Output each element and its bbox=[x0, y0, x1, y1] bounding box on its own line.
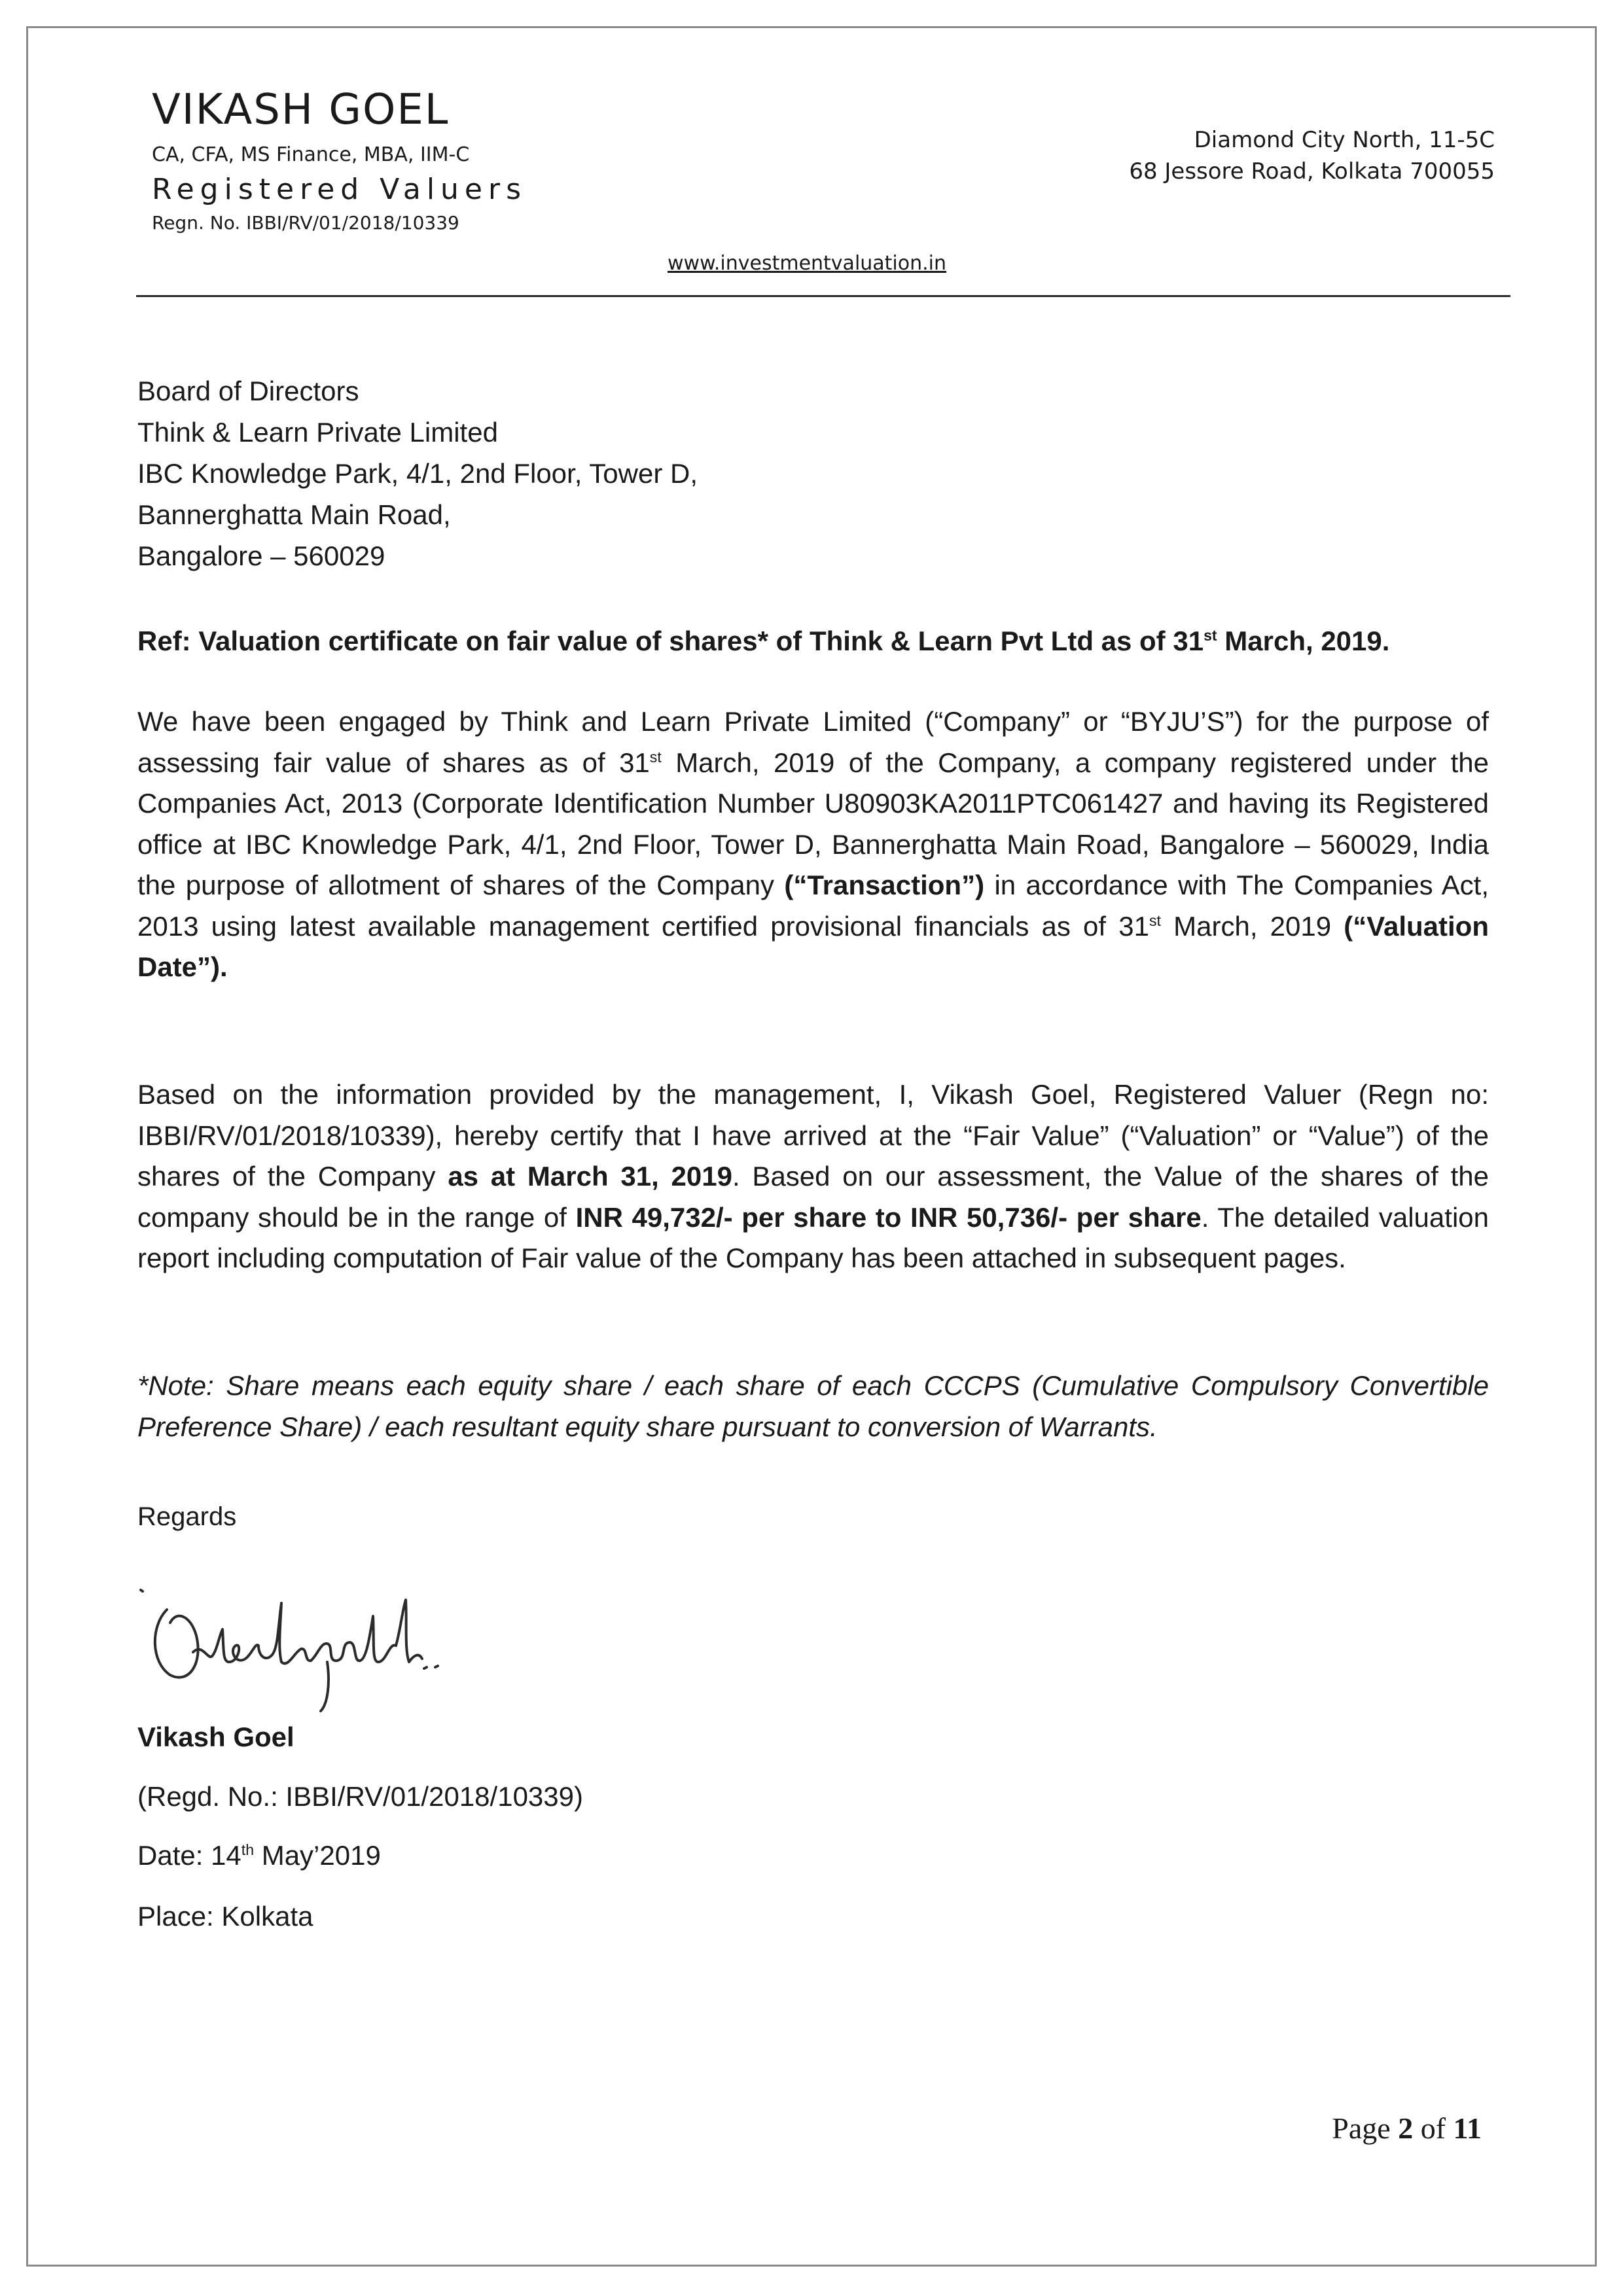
addressee-line-3: IBC Knowledge Park, 4/1, 2nd Floor, Tower D, bbox=[137, 458, 698, 489]
addressee-line-1: Board of Directors bbox=[137, 376, 359, 406]
letterhead-divider bbox=[136, 295, 1510, 297]
p2-bold-date: as at March 31, 2019 bbox=[448, 1161, 732, 1192]
website-link[interactable]: www.investmentvaluation.in bbox=[668, 252, 947, 275]
p2-text-1: Based on the information provided by the management, I, Vikash Goel, Registered Valuer (Regn no: IBBI/RV/01/2018/10339), hereby certify that I have arrived at the “Fair Value” (“Valuation” or “Value”) of the shares of the Company bbox=[137, 1079, 1489, 1192]
signatory-registration: (Regd. No.: IBBI/RV/01/2018/10339) bbox=[137, 1781, 583, 1812]
letterhead-title: Registered Valuers bbox=[152, 173, 527, 206]
regards-text: Regards bbox=[137, 1502, 237, 1531]
share-note: *Note: Share means each equity share / each share of each CCCPS (Cumulative Compulsory Convertible Preference Share) / each resultant equity share pursuant to conversion of Warrants. bbox=[137, 1370, 1489, 1442]
reference-text: Ref: Valuation certificate on fair value of shares* of Think & Learn Pvt Ltd as of 31 bbox=[137, 626, 1204, 656]
reference-suffix: March, 2019. bbox=[1217, 626, 1390, 656]
date-prefix: Date: 14 bbox=[137, 1840, 241, 1871]
addressee-line-4: Bannerghatta Main Road, bbox=[137, 499, 451, 530]
p1-bold-transaction: (“Transaction”) bbox=[784, 870, 985, 900]
date-suffix: May’2019 bbox=[254, 1840, 381, 1871]
letter-place: Place: Kolkata bbox=[137, 1901, 313, 1932]
page-current: 2 bbox=[1398, 2111, 1414, 2145]
reference-line bbox=[137, 622, 1492, 661]
p1-sup-2: st bbox=[1149, 911, 1161, 929]
engagement-paragraph bbox=[137, 701, 1489, 988]
letterhead-name: VIKASH GOEL bbox=[152, 86, 450, 134]
address-line-1: Diamond City North, 11-5C bbox=[1194, 127, 1495, 153]
letterhead-registration: Regn. No. IBBI/RV/01/2018/10339 bbox=[152, 212, 459, 234]
page-number bbox=[1332, 2113, 1482, 2144]
page-word: Page bbox=[1332, 2111, 1399, 2145]
p2-text-2: . Based on our assessment, the Value of the shares of the company should be in the range of bbox=[137, 1161, 1489, 1233]
addressee-block bbox=[137, 370, 698, 576]
page-total: 11 bbox=[1453, 2111, 1482, 2145]
p1-text-2: March, 2019 of the Company, a company registered under the Companies Act, 2013 (Corporate Identification Number U80903KA2011PTC061427 and having its Registered office at IBC Knowledge Park, 4/1, 2nd Floor, Tower D, Bannerghatta Main Road, Bangalore – 560029, India the purpose of allotment of shares of the Company bbox=[137, 747, 1489, 900]
p1-text-1: We have been engaged by Think and Learn Private Limited (“Company” or “BYJU’S”) for the purpose of assessing fair value of shares as of 31 bbox=[137, 706, 1489, 778]
addressee-line-2: Think & Learn Private Limited bbox=[137, 417, 498, 448]
p2-bold-value-range: INR 49,732/- per share to INR 50,736/- per share bbox=[575, 1201, 1202, 1233]
p1-text-4: March, 2019 bbox=[1160, 910, 1344, 942]
letterhead-qualifications: CA, CFA, MS Finance, MBA, IIM-C bbox=[152, 143, 470, 166]
letter-date bbox=[137, 1842, 381, 1869]
signatory-name: Vikash Goel bbox=[137, 1722, 294, 1752]
signature-image bbox=[131, 1564, 471, 1714]
reference-sup: st bbox=[1204, 627, 1217, 644]
date-sup: th bbox=[241, 1841, 255, 1858]
p1-text-3: in accordance with The Companies Act, 2013 using latest available management certified provisional financials as of 31 bbox=[137, 870, 1489, 942]
letterhead-address bbox=[1129, 124, 1495, 187]
address-line-2: 68 Jessore Road, Kolkata 700055 bbox=[1129, 158, 1495, 185]
p1-bold-valuation-date: (“Valuation Date”). bbox=[137, 910, 1489, 982]
certification-paragraph bbox=[137, 1074, 1489, 1279]
p1-sup-1: st bbox=[649, 748, 662, 766]
addressee-line-5: Bangalore – 560029 bbox=[137, 540, 385, 571]
page-of: of bbox=[1413, 2111, 1454, 2145]
p2-text-3: . The detailed valuation report including computation of Fair value of the Company has been attached in subsequent pages. bbox=[137, 1201, 1489, 1273]
